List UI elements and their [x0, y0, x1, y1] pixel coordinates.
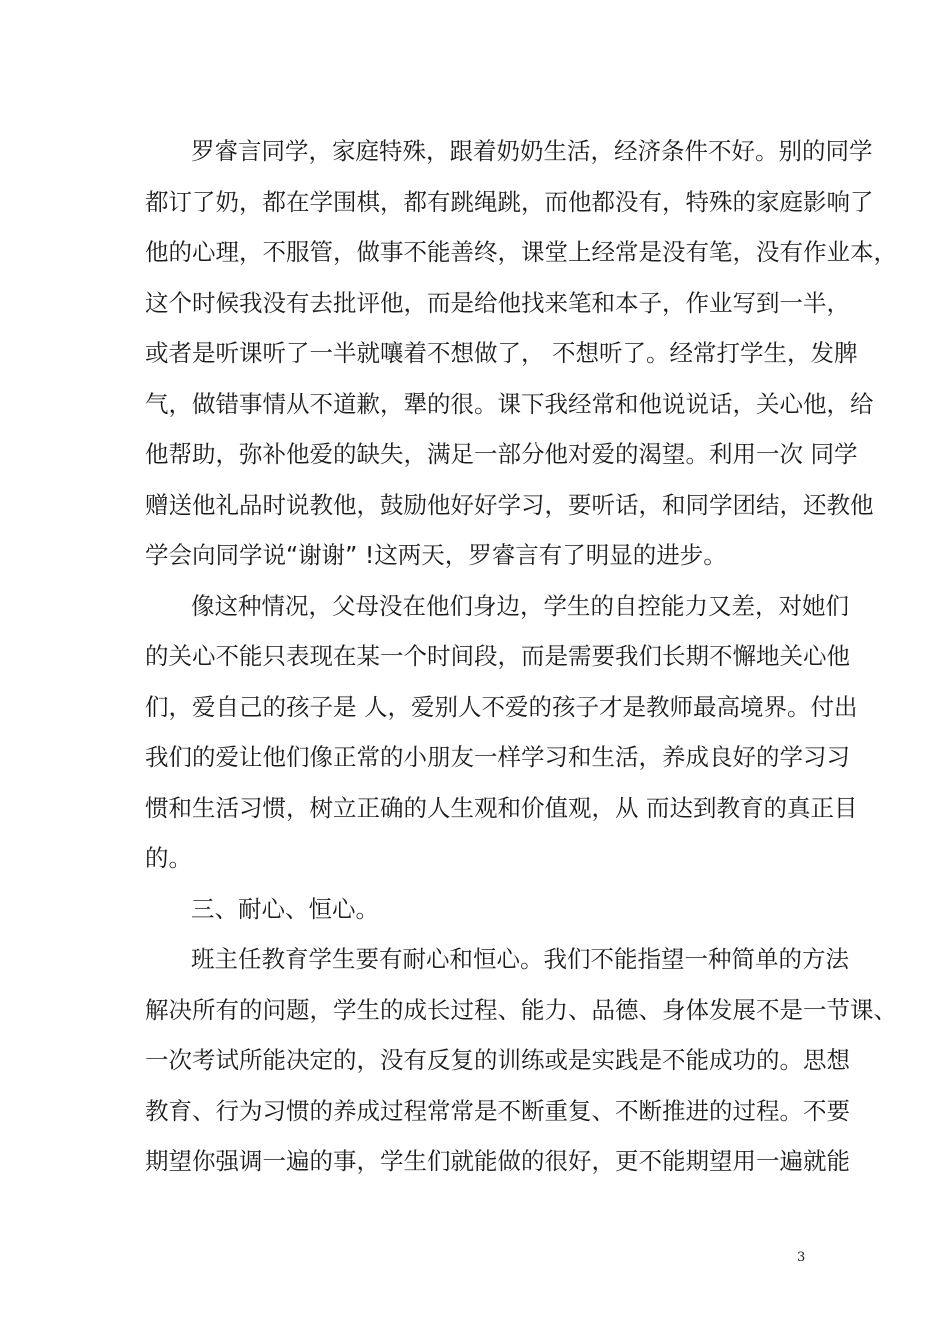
text-line: 一次考试所能决定的，没有反复的训练或是实践是不能成功的。思想 — [145, 1046, 850, 1074]
text-line: 解决所有的问题，学生的成长过程、能力、品德、身体发展不是一节课、 — [145, 995, 897, 1024]
text-line: 期望你强调一遍的事，学生们就能做的很好，更不能期望用一遍就能 — [145, 1147, 850, 1175]
paragraph-2 — [145, 581, 858, 884]
document-body — [145, 126, 897, 1187]
text-line: 赠送他礼品时说教他，鼓励他好好学习，要听话，和同学团结，还教他 — [145, 490, 874, 519]
section-heading-text: 三、耐心、恒心。 — [191, 894, 379, 923]
text-line: 的。 — [145, 844, 192, 872]
paragraph-1 — [145, 126, 897, 581]
text-line: 或者是听课听了一半就嚷着不想做了， 不想听了。经常打学生，发脾 — [145, 339, 858, 367]
text-line: 的关心不能只表现在某一个时间段，而是需要我们长期不懈地关心他 — [145, 642, 850, 670]
text-line: 这个时候我没有去批评他，而是给他找来笔和本子，作业写到一半， — [145, 288, 850, 317]
section-heading — [145, 884, 817, 935]
text-line: 都订了奶，都在学围棋，都有跳绳跳，而他都没有，特殊的家庭影响了 — [145, 187, 874, 216]
text-line: 们，爱自己的孩子是 人，爱别人不爱的孩子才是教师最高境界。付出 — [145, 692, 858, 721]
text-line: 班主任教育学生要有耐心和恒心。我们不能指望一种简单的方法 — [191, 945, 849, 973]
text-line: 我们的爱让他们像正常的小朋友一样学习和生活，养成良好的学习习 — [145, 743, 850, 771]
text-line: 教育、行为习惯的养成过程常常是不断重复、不断推进的过程。不要 — [145, 1096, 850, 1125]
text-line: 他帮助，弥补他爱的缺失，满足一部分他对爱的渴望。利用一次 同学 — [145, 440, 858, 468]
paragraph-3 — [145, 934, 897, 1187]
text-line: 他的心理，不服管，做事不能善终，课堂上经常是没有笔，没有作业本， — [145, 238, 897, 266]
text-line: 罗睿言同学，家庭特殊，跟着奶奶生活，经济条件不好。别的同学 — [191, 137, 873, 165]
text-line: 学会向同学说“谢谢” !这两天，罗睿言有了明显的进步。 — [145, 541, 727, 569]
text-line: 惯和生活习惯，树立正确的人生观和价值观，从 而达到教育的真正目 — [145, 793, 858, 822]
text-line: 气，做错事情从不道歉，犟的很。课下我经常和他说说话，关心他，给 — [145, 389, 874, 418]
page-number: 3 — [797, 1250, 806, 1265]
text-line: 像这种情况，父母没在他们身边，学生的自控能力又差，对她们 — [191, 591, 849, 620]
